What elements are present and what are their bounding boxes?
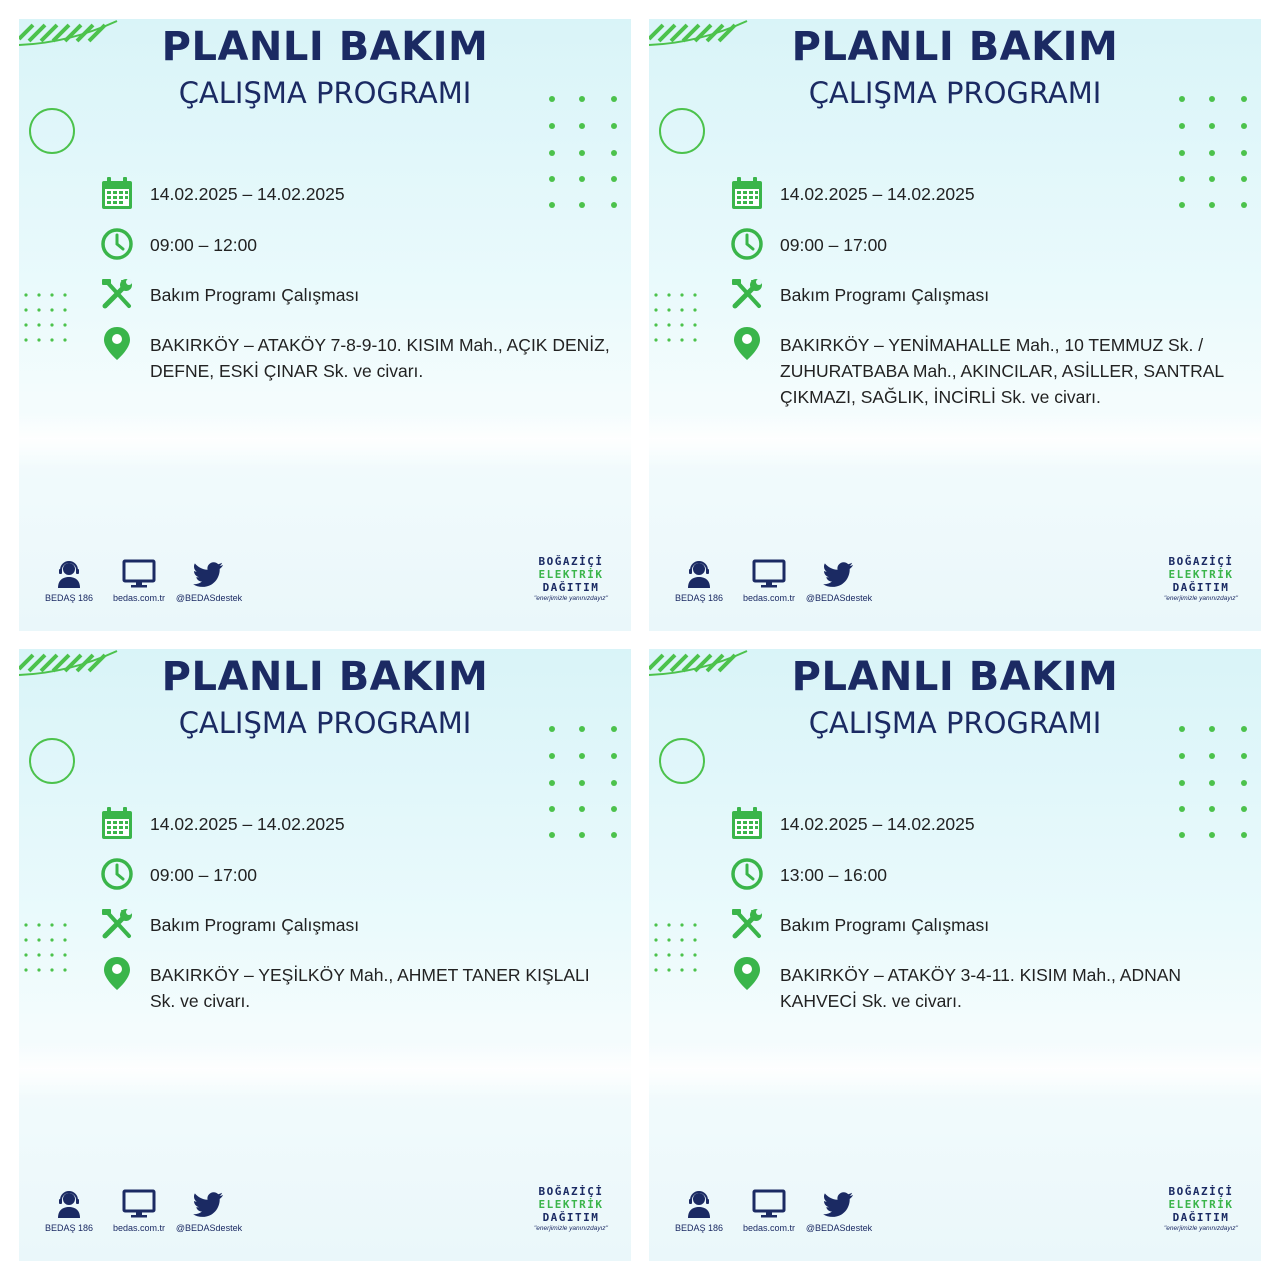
location-text: BAKIRKÖY – ATAKÖY 7-8-9-10. KISIM Mah., AÇIK DENİZ, DEFNE, ESKİ ÇINAR Sk. ve civarı. [150,335,610,381]
time-range: 09:00 – 17:00 [150,865,258,885]
card-subtitle: ÇALIŞMA PROGRAMI [178,76,472,110]
date-range: 14.02.2025 – 14.02.2025 [150,814,345,834]
twitter-icon [823,1189,855,1219]
tools-icon [729,906,765,942]
website-label: bedas.com.tr [112,1223,166,1233]
twitter-label: @BEDASdestek [805,593,873,603]
date-row [99,175,619,211]
phone-contact [659,1189,739,1233]
card-subtitle: ÇALIŞMA PROGRAMI [808,76,1102,110]
logo-line-3: DAĞITIM [1172,581,1230,594]
logo-line-1: BOĞAZİÇİ [538,1185,604,1198]
headset-agent-icon [684,559,714,589]
monitor-icon [122,1189,156,1219]
location-row [99,325,619,415]
phone-contact [659,559,739,603]
card-subtitle: ÇALIŞMA PROGRAMI [178,706,472,740]
clock-icon [99,856,135,892]
location-text: BAKIRKÖY – YENİMAHALLE Mah., 10 TEMMUZ Sk. / ZUHURATBABA Mah., AKINCILAR, ASİLLER, SANTRAL ÇIKMAZI, SAĞLIK, İNCİRLİ Sk. ve civarı. [780,335,1224,407]
phone-label: BEDAŞ 186 [44,593,94,603]
phone-label: BEDAŞ 186 [674,1223,724,1233]
work-type: Bakım Programı Çalışması [150,285,360,305]
twitter-contact[interactable] [169,559,249,603]
date-range: 14.02.2025 – 14.02.2025 [780,184,975,204]
card-title: PLANLI BAKIM [161,24,489,70]
work-type: Bakım Programı Çalışması [780,285,990,305]
tools-icon [729,276,765,312]
logo-tagline: "enerjimizle yanınızdayız" [534,595,608,602]
twitter-icon [193,559,225,589]
twitter-label: @BEDASdestek [175,1223,243,1233]
monitor-icon [122,559,156,589]
time-range: 09:00 – 12:00 [150,235,258,255]
small-dot-grid-decoration [653,292,703,344]
maintenance-card [649,19,1261,631]
company-logo [531,1185,611,1232]
small-dot-grid-decoration [23,292,73,344]
calendar-icon [729,175,765,211]
location-pin-icon [99,955,135,991]
circle-decoration [29,738,75,784]
clock-icon [729,226,765,262]
location-pin-icon [729,955,765,991]
company-logo [1161,555,1241,602]
time-row [729,226,1249,262]
company-logo [531,555,611,602]
website-contact[interactable] [99,559,179,603]
clock-icon [99,226,135,262]
headset-agent-icon [684,1189,714,1219]
monitor-icon [752,559,786,589]
circle-decoration [29,108,75,154]
location-row [729,955,1249,1045]
phone-label: BEDAŞ 186 [44,1223,94,1233]
time-row [99,856,619,892]
website-contact[interactable] [99,1189,179,1233]
logo-line-3: DAĞITIM [542,581,600,594]
website-label: bedas.com.tr [742,593,796,603]
maintenance-card [649,649,1261,1261]
logo-line-2: ELEKTRİK [1168,1198,1234,1211]
twitter-icon [823,559,855,589]
calendar-icon [729,805,765,841]
date-row [729,805,1249,841]
website-label: bedas.com.tr [742,1223,796,1233]
card-title: PLANLI BAKIM [791,24,1119,70]
location-row [729,325,1249,415]
circle-decoration [659,738,705,784]
website-contact[interactable] [729,1189,809,1233]
twitter-label: @BEDASdestek [805,1223,873,1233]
tools-icon [99,276,135,312]
small-dot-grid-decoration [653,922,703,974]
logo-line-3: DAĞITIM [1172,1211,1230,1224]
logo-line-1: BOĞAZİÇİ [1168,555,1234,568]
card-title: PLANLI BAKIM [791,654,1119,700]
maintenance-card [19,649,631,1261]
logo-line-3: DAĞITIM [542,1211,600,1224]
twitter-label: @BEDASdestek [175,593,243,603]
website-label: bedas.com.tr [112,593,166,603]
time-range: 09:00 – 17:00 [780,235,888,255]
date-row [99,805,619,841]
work-type: Bakım Programı Çalışması [150,915,360,935]
date-range: 14.02.2025 – 14.02.2025 [150,184,345,204]
time-row [99,226,619,262]
logo-line-2: ELEKTRİK [1168,568,1234,581]
logo-tagline: "enerjimizle yanınızdayız" [534,1225,608,1232]
phone-label: BEDAŞ 186 [674,593,724,603]
work-row [729,276,1249,312]
monitor-icon [752,1189,786,1219]
location-text: BAKIRKÖY – ATAKÖY 3-4-11. KISIM Mah., ADNAN KAHVECİ Sk. ve civarı. [780,965,1182,1011]
tools-icon [99,906,135,942]
logo-line-1: BOĞAZİÇİ [1168,1185,1234,1198]
location-pin-icon [729,325,765,361]
work-type: Bakım Programı Çalışması [780,915,990,935]
twitter-icon [193,1189,225,1219]
logo-tagline: "enerjimizle yanınızdayız" [1164,595,1238,602]
phone-contact [29,1189,109,1233]
date-range: 14.02.2025 – 14.02.2025 [780,814,975,834]
twitter-contact[interactable] [799,1189,879,1233]
twitter-contact[interactable] [169,1189,249,1233]
twitter-contact[interactable] [799,559,879,603]
circle-decoration [659,108,705,154]
time-range: 13:00 – 16:00 [780,865,888,885]
calendar-icon [99,805,135,841]
location-row [99,955,619,1045]
maintenance-card [19,19,631,631]
company-logo [1161,1185,1241,1232]
headset-agent-icon [54,559,84,589]
logo-line-1: BOĞAZİÇİ [538,555,604,568]
clock-icon [729,856,765,892]
small-dot-grid-decoration [23,922,73,974]
website-contact[interactable] [729,559,809,603]
time-row [729,856,1249,892]
card-subtitle: ÇALIŞMA PROGRAMI [808,706,1102,740]
logo-line-2: ELEKTRİK [538,568,604,581]
work-row [99,276,619,312]
calendar-icon [99,175,135,211]
logo-tagline: "enerjimizle yanınızdayız" [1164,1225,1238,1232]
work-row [729,906,1249,942]
date-row [729,175,1249,211]
card-title: PLANLI BAKIM [161,654,489,700]
headset-agent-icon [54,1189,84,1219]
phone-contact [29,559,109,603]
work-row [99,906,619,942]
location-text: BAKIRKÖY – YEŞİLKÖY Mah., AHMET TANER KIŞLALI Sk. ve civarı. [150,965,590,1011]
location-pin-icon [99,325,135,361]
logo-line-2: ELEKTRİK [538,1198,604,1211]
